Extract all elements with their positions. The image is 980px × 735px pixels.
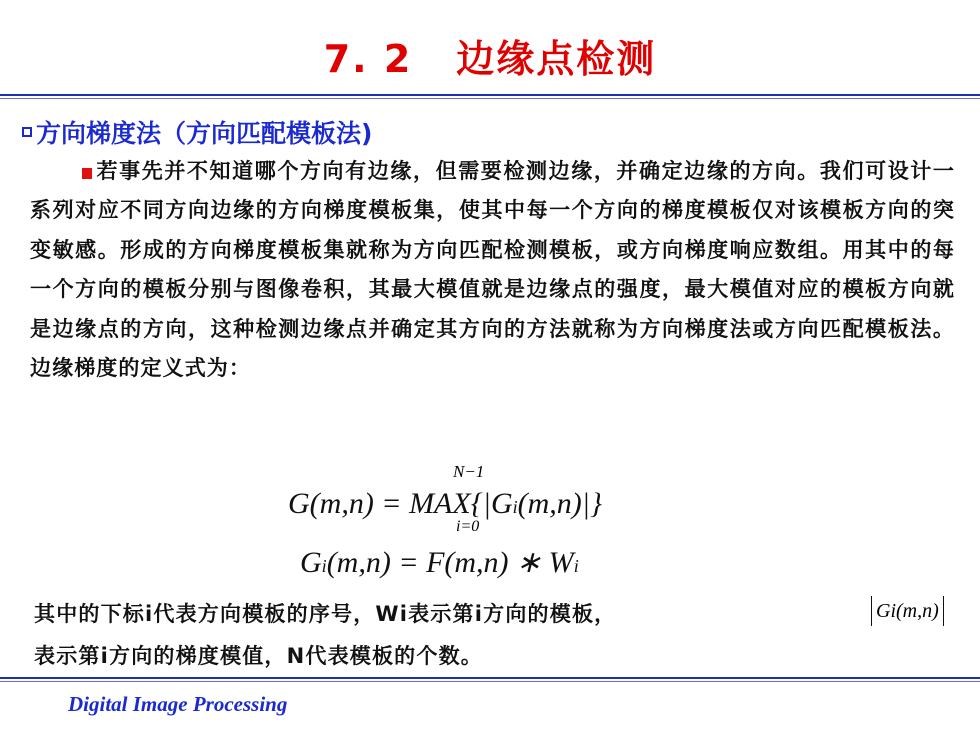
section-number: 7. 2: [323, 37, 413, 81]
formula2-sub-i: i: [321, 556, 327, 576]
formula-max-gradient: [288, 487, 602, 521]
section-title: 边缘点检测: [456, 37, 657, 81]
bottom-divider: [0, 677, 980, 679]
footer-caption: Digital Image Processing: [68, 692, 288, 716]
formula1-body-open: {|G: [470, 487, 513, 520]
max-upper-limit: N−1: [453, 462, 485, 481]
section-heading: [22, 114, 372, 150]
body-paragraph: [30, 152, 955, 388]
formula2-rest: (m,n) = F(m,n) ∗ W: [326, 546, 574, 579]
max-lower-limit: i=0: [456, 518, 480, 535]
note-inline-formula: Gi(m,n): [871, 596, 944, 626]
formula1-sub: i: [512, 497, 518, 517]
formula-convolution: [300, 545, 579, 580]
formula2-G: G: [300, 546, 322, 579]
paragraph-text: 若事先并不知道哪个方向有边缘，但需要检测边缘，并确定边缘的方向。我们可设计一系列对应不同方向边缘的方向梯度模板集，使其中每一个方向的梯度模板仅对该模板方向的突变敏感。形成的方向梯度模板集就称为方向匹配检测模板，或方向梯度响应数组。用其中的每一个方向的模板分别与图像卷积，其最大模值就是边缘点的强度，最大模值对应的模板方向就是边缘点的方向，这种检测边缘点并确定其方向的方法就称为方向梯度法或方向匹配模板法。边缘梯度的定义式为：: [30, 159, 955, 381]
note-line-2: 表示第i方向的梯度模值，N代表模板的个数。: [34, 644, 483, 668]
formula1-max: MAX: [409, 487, 471, 520]
slide-title: [0, 28, 980, 83]
top-divider-thin: [0, 98, 980, 99]
red-bullet-icon: [82, 168, 92, 179]
formula1-body-close: (m,n)|}: [517, 487, 603, 520]
heading-text: 方向梯度法（方向匹配模板法): [36, 119, 373, 148]
top-divider: [0, 94, 980, 96]
note-line-1: 其中的下标i代表方向模板的序号，Wi表示第i方向的模板，: [34, 602, 617, 626]
formula2-w-sub: i: [573, 556, 579, 576]
bottom-divider-thin: [0, 681, 980, 682]
square-bullet-icon: [22, 127, 32, 137]
formula1-lhs: G(m,n) =: [288, 487, 410, 520]
